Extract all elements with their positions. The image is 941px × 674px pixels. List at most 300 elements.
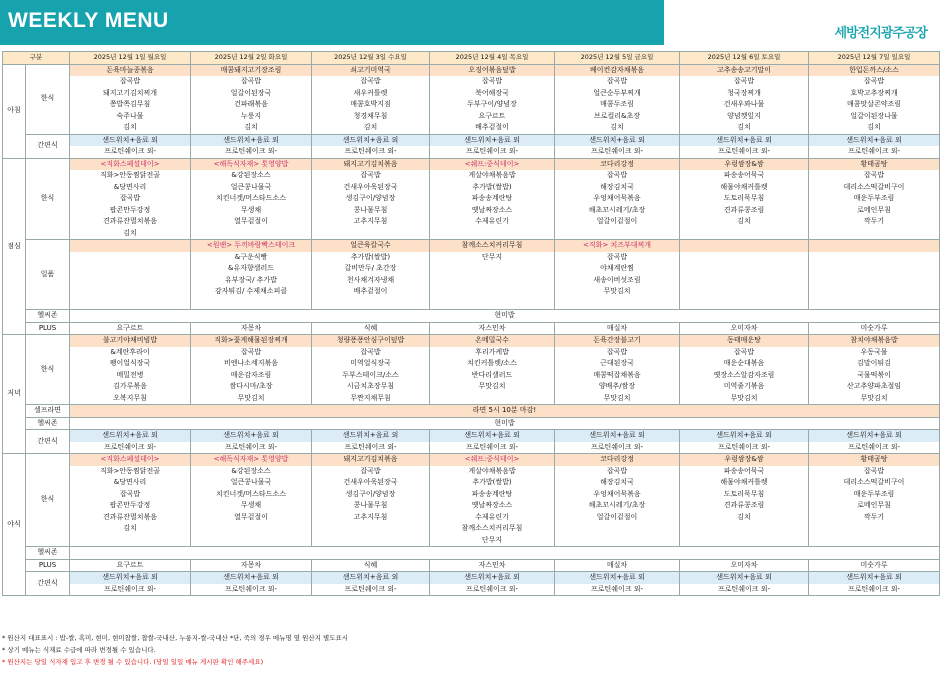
- menu-item: 우렁쌈장&쌈: [680, 159, 808, 171]
- menu-item: 우렁쌈장&쌈: [680, 454, 808, 466]
- menu-item: 호박고추장찌개: [850, 88, 898, 97]
- night-snack-cell: [312, 572, 430, 596]
- menu-item: &구운식빵: [234, 252, 268, 261]
- menu-item: 샌드위치+음료 외: [70, 572, 190, 584]
- menu-item: 팝콘만두강정: [109, 205, 151, 214]
- lunch-special-cell: [680, 240, 809, 310]
- menu-item: 로메인무침: [857, 501, 891, 509]
- ramen-notice: 라면 5시 10분 마감!: [70, 405, 940, 418]
- menu-item: [555, 523, 679, 535]
- menu-item: 해장김치국: [600, 182, 634, 191]
- menu-item: 무맛김치: [478, 382, 506, 390]
- menu-item: 프로틴쉐이크 외-: [224, 442, 278, 451]
- menu-item: 해물야채커틀렛: [720, 478, 768, 486]
- menu-item: 한입돈까스/소스: [809, 65, 939, 77]
- menu-item: [430, 298, 554, 310]
- menu-item: [430, 286, 554, 298]
- day-header: 2025년 12월 6일 토요일: [680, 52, 809, 65]
- menu-item: [430, 263, 554, 275]
- menu-item: 시금치초장무침: [346, 382, 395, 390]
- banner: [0, 0, 941, 45]
- category-label: 한식: [26, 454, 70, 547]
- dinner-korean-cell: [430, 335, 555, 405]
- menu-item: [809, 298, 939, 310]
- plus-item: 요구르트: [70, 322, 191, 335]
- night-snack-cell: [555, 572, 680, 596]
- day-header: 2025년 12월 4일 목요일: [430, 52, 555, 65]
- menu-item: 매콤맛살콘약조림: [846, 100, 902, 108]
- menu-item: 샌드위치+음료 외: [809, 430, 939, 442]
- menu-item: 잡곡밥: [119, 489, 141, 498]
- menu-item: 프로틴쉐이크 외-: [590, 147, 644, 155]
- menu-item: [809, 240, 939, 252]
- menu-item: 북어해장국: [475, 88, 509, 97]
- menu-item: [555, 535, 679, 547]
- menu-item: 파송송어묵국: [723, 171, 765, 179]
- dinner-snack-cell: [312, 430, 430, 454]
- menu-item: [430, 393, 554, 405]
- plus-item: 식혜: [312, 559, 430, 572]
- menu-item: 돈육간장불고기: [555, 335, 679, 347]
- menu-item: 미역줄기볶음: [723, 382, 765, 390]
- footnotes: [2, 632, 348, 668]
- menu-item: 치킨너겟/머스타드소스: [216, 489, 286, 498]
- plus-item: 미숫가루: [809, 322, 940, 335]
- menu-item: [430, 228, 554, 240]
- menu-item: 얼갈이된장국: [230, 88, 272, 97]
- menu-item: 프로틴쉐이크 외-: [465, 442, 519, 451]
- menu-item: 청경채무침: [353, 111, 388, 120]
- menu-item: 수제유린기: [475, 217, 509, 225]
- plus-item: 자몽차: [191, 322, 312, 335]
- menu-item: 갈비만두/ 초간장: [344, 264, 397, 272]
- menu-item: 건새우꽈나물: [723, 100, 765, 108]
- menu-item: 쌈다시마/초장: [229, 382, 273, 390]
- menu-item: 프로틴쉐이크 외-: [465, 584, 519, 593]
- menu-item: 무맛김치: [603, 393, 631, 402]
- menu-item: 잡곡밥: [733, 347, 755, 356]
- category-label: 헬씨존: [26, 310, 70, 323]
- category-label: 한식: [26, 158, 70, 240]
- plus-item: 미숫가루: [809, 559, 940, 572]
- menu-item: 잡곡밥: [606, 252, 628, 261]
- menu-item: [809, 275, 939, 287]
- menu-item: 김치: [244, 123, 258, 131]
- menu-item: 김치: [363, 123, 378, 131]
- lunch-korean-cell: [70, 158, 191, 240]
- menu-item: 두부스테이크/소스: [342, 370, 399, 379]
- menu-item: 반다리샐러드: [471, 370, 513, 379]
- menu-item: 얼갈이된장나물: [850, 111, 898, 120]
- menu-item: <해독식자재> 톳영양밥: [191, 159, 311, 171]
- menu-item: 열무겉절이: [234, 217, 268, 225]
- dinner-korean-cell: [680, 335, 809, 405]
- menu-item: 샌드위치+음료 외: [555, 135, 679, 147]
- dinner-korean-cell: [312, 335, 430, 405]
- menu-item: 무생채: [240, 501, 262, 509]
- menu-item: 해초꼬시레기/초장: [588, 205, 646, 214]
- menu-item: 잡곡밥: [733, 77, 755, 85]
- menu-item: 샌드위치+음료 외: [809, 135, 939, 147]
- menu-item: 매콤호박지짐: [350, 100, 391, 108]
- menu-item: 얼갈이겉절이: [596, 217, 638, 225]
- menu-item: 잡곡밥: [606, 171, 628, 179]
- menu-item: 매운순대볶음: [723, 359, 765, 367]
- menu-item: 매운두부조림: [853, 489, 895, 498]
- menu-item: [312, 523, 429, 535]
- plus-item: 식혜: [312, 322, 430, 335]
- menu-item: &당면사리: [113, 478, 147, 486]
- menu-item: 추가밥(쌀밥): [472, 182, 512, 191]
- menu-item: 메밀전병: [116, 370, 144, 379]
- menu-item: [70, 275, 190, 287]
- menu-item: 잡곡밥: [360, 466, 381, 475]
- menu-item: 잡곡밥: [360, 171, 381, 179]
- plus-item: 매실차: [555, 559, 680, 572]
- menu-item: <직화스페셜데이>: [70, 454, 190, 466]
- plus-item: 자스민차: [430, 559, 555, 572]
- menu-item: [191, 535, 311, 547]
- menu-item: 잡곡밥: [863, 77, 885, 85]
- menu-item: 무짠지채무침: [350, 393, 391, 402]
- menu-item: 샌드위치+음료 외: [555, 572, 679, 584]
- menu-item: 김말이튀김: [857, 359, 891, 367]
- menu-item: 돼지고기김치볶음: [312, 159, 429, 171]
- menu-item: [809, 523, 939, 535]
- menu-item: 도토리묵무침: [723, 194, 765, 202]
- menu-item: 파송송계란탕: [471, 489, 513, 498]
- category-label: PLUS: [26, 559, 70, 572]
- night-korean-cell: [191, 454, 312, 547]
- menu-item: 김치: [867, 123, 881, 131]
- menu-item: 깍두기: [863, 512, 885, 521]
- menu-item: 김가루볶음: [113, 382, 147, 390]
- menu-item: 쇠고기미역국: [312, 65, 429, 77]
- menu-item: 샌드위치+음료 외: [191, 430, 311, 442]
- menu-item: 미역얼식장국: [350, 359, 391, 367]
- menu-item: 배추겉절이: [353, 287, 388, 295]
- menu-item: 건파래볶음: [234, 100, 268, 108]
- menu-item: 잡곡밥: [119, 77, 141, 85]
- dinner-snack-cell: [809, 430, 940, 454]
- menu-item: 두부구이/양념장: [467, 100, 517, 108]
- menu-item: &계란후라이: [110, 347, 150, 356]
- lunch-korean-cell: [191, 158, 312, 240]
- meal-label: 아침: [3, 64, 26, 158]
- menu-item: 고추송송고기말이: [680, 65, 808, 77]
- menu-item: 참치야채볶음밥: [809, 335, 939, 347]
- dinner-snack-cell: [680, 430, 809, 454]
- menu-item: [809, 252, 939, 264]
- menu-item: 프로틴쉐이크 외-: [103, 442, 157, 451]
- menu-item: 프로틴쉐이크 외-: [103, 147, 157, 155]
- breakfast-korean-cell: [312, 64, 430, 134]
- dinner-snack-cell: [70, 430, 191, 454]
- dinner-korean-cell: [555, 335, 680, 405]
- menu-item: 양배추/쌈장: [598, 382, 636, 390]
- menu-item: [680, 263, 808, 275]
- plus-item: 자스민차: [430, 322, 555, 335]
- breakfast-korean-cell: [191, 64, 312, 134]
- menu-item: 콩나물무침: [353, 205, 388, 214]
- menu-item: 단무지: [481, 535, 503, 544]
- menu-item: 생김구이/양념장: [345, 489, 396, 498]
- menu-item: 프로틴쉐이크 외-: [847, 442, 901, 451]
- dinner-healthy-cell: 현미밥: [70, 417, 940, 430]
- night-korean-cell: [70, 454, 191, 547]
- menu-item: [680, 523, 808, 535]
- menu-item: 감자튀김/ 수제채소피클: [214, 287, 288, 295]
- menu-item: 우엉채어묵볶음: [593, 194, 641, 202]
- breakfast-snack-cell: [809, 134, 940, 158]
- meal-label: 저녁: [3, 335, 26, 454]
- breakfast-snack-cell: [70, 134, 191, 158]
- category-label: 간편식: [26, 430, 70, 454]
- menu-item: 황태곰탕: [809, 454, 939, 466]
- menu-item: 샌드위치+음료 외: [70, 135, 190, 147]
- lunch-korean-cell: [312, 158, 430, 240]
- menu-item: 직화>안동찜닭전골: [100, 171, 160, 179]
- menu-item: 야채계란찜: [600, 264, 634, 272]
- note-origin-change: * 원산지는 당일 식자재 입고 후 변경 될 수 있습니다. (당일 일일 메뉴 게시판 확인 해주세요): [2, 658, 264, 666]
- menu-item: 잡곡밥: [606, 347, 628, 356]
- category-label: 헬씨존: [26, 547, 70, 560]
- menu-item: 파송송계란탕: [471, 194, 513, 202]
- menu-item: 참깨소스치커리무침: [461, 524, 523, 532]
- menu-item: 청량퐁퐁안심구이덮밥: [312, 335, 429, 347]
- note-change: * 상기 메뉴는 식재료 수급에 따라 변경될 수 있습니다.: [2, 646, 156, 654]
- menu-item: 프로틴쉐이크 외-: [344, 584, 397, 593]
- menu-item: 견과류콩조림: [723, 501, 765, 509]
- menu-item: 프로틴쉐이크 외-: [847, 147, 901, 155]
- day-header: 2025년 12월 7일 일요일: [809, 52, 940, 65]
- menu-item: 잡곡밥: [863, 466, 885, 475]
- menu-item: 팝콘만두강정: [109, 501, 151, 509]
- menu-item: 쫑밥쪽김무침: [109, 100, 151, 108]
- menu-item: 견과류콩조림: [723, 205, 765, 214]
- menu-item: [809, 228, 939, 240]
- menu-item: 누룽지: [240, 111, 262, 120]
- breakfast-snack-cell: [312, 134, 430, 158]
- dinner-snack-cell: [430, 430, 555, 454]
- menu-item: 김치: [737, 123, 751, 131]
- menu-item: <쉐프:중식데이>: [430, 454, 554, 466]
- lunch-korean-cell: [430, 158, 555, 240]
- category-label: 셀프라면: [26, 405, 70, 418]
- dinner-snack-cell: [555, 430, 680, 454]
- menu-item: [312, 535, 429, 547]
- menu-item: [555, 298, 679, 310]
- menu-item: 깍두기: [863, 217, 885, 225]
- menu-item: 김치: [737, 512, 751, 521]
- menu-item: 오복지무침: [113, 393, 147, 402]
- breakfast-korean-cell: [70, 64, 191, 134]
- menu-item: 프로틴쉐이크 외-: [847, 584, 901, 593]
- breakfast-snack-cell: [680, 134, 809, 158]
- menu-item: [680, 228, 808, 240]
- lunch-special-cell: [191, 240, 312, 310]
- menu-item: 게살야채볶음밥: [468, 466, 516, 475]
- menu-item: 샌드위치+음료 외: [430, 135, 554, 147]
- menu-item: 추가밥(쌀밥): [472, 478, 512, 486]
- menu-item: 잡곡밥: [606, 466, 628, 475]
- category-label: 한식: [26, 64, 70, 134]
- night-healthy-cell: [70, 547, 940, 560]
- menu-item: 데리소스떡갈비구이: [843, 182, 905, 191]
- breakfast-snack-cell: [191, 134, 312, 158]
- menu-item: <쉐프:중식데이>: [430, 159, 554, 171]
- menu-item: [70, 263, 190, 275]
- night-korean-cell: [312, 454, 430, 547]
- menu-item: 청국장찌개: [727, 88, 761, 97]
- menu-item: <직화스페셜데이>: [70, 159, 190, 171]
- category-label: 헬씨존: [26, 417, 70, 430]
- menu-item: 옛날짜장소스: [471, 205, 513, 214]
- lunch-korean-cell: [809, 158, 940, 240]
- menu-item: 김치: [123, 123, 137, 131]
- menu-item: 천사채겨자냉채: [346, 275, 395, 284]
- plus-item: 오미자차: [680, 322, 809, 335]
- breakfast-snack-cell: [555, 134, 680, 158]
- menu-item: 새송이버섯조림: [593, 275, 641, 284]
- menu-item: 숙주나물: [116, 111, 144, 120]
- menu-item: 매운감자조림: [230, 370, 272, 379]
- day-header: 2025년 12월 5일 금요일: [555, 52, 680, 65]
- plus-item: 오미자차: [680, 559, 809, 572]
- menu-item: 우엉채어묵볶음: [593, 489, 641, 498]
- menu-item: [430, 275, 554, 287]
- menu-item: &유자향샐러드: [227, 264, 275, 272]
- menu-item: 건새우아욱된장국: [343, 478, 398, 486]
- menu-item: 생김구이/양념장: [345, 194, 396, 202]
- menu-item: 양념깻잎지: [727, 111, 761, 120]
- menu-item: &당면사리: [113, 182, 147, 191]
- menu-item: [555, 228, 679, 240]
- menu-item: 매운두부조림: [853, 194, 895, 202]
- menu-item: 옛장소스알감자조림: [713, 370, 775, 379]
- menu-item: 유부장국/ 추가밥: [225, 275, 277, 284]
- menu-item: 프로틴쉐이크 외-: [717, 147, 771, 155]
- menu-item: 무생채: [240, 205, 262, 214]
- menu-item: 게살야채볶음밥: [468, 171, 516, 179]
- menu-item: [809, 286, 939, 298]
- menu-item: 샌드위치+음료 외: [312, 135, 429, 147]
- menu-item: 김치: [737, 217, 751, 225]
- menu-item: [312, 228, 429, 240]
- menu-item: 새우커틀렛: [353, 88, 388, 97]
- menu-item: 프로틴쉐이크 외-: [224, 147, 278, 155]
- night-korean-cell: [680, 454, 809, 547]
- menu-item: 돼지고기김치찌개: [102, 88, 158, 97]
- plus-item: 요구르트: [70, 559, 191, 572]
- menu-item: 열무겉절이: [234, 512, 268, 521]
- lunch-healthy-cell: 현미밥: [70, 310, 940, 323]
- lunch-special-cell: [555, 240, 680, 310]
- menu-item: 비엔나소세지볶음: [223, 359, 279, 367]
- menu-item: 후리가케밥: [475, 347, 509, 356]
- menu-item: &강된장소스: [231, 466, 271, 475]
- menu-item: 매콤두조림: [600, 100, 634, 108]
- menu-item: 국물떡볶이: [857, 370, 891, 379]
- day-header: 2025년 12월 1일 월요일: [70, 52, 191, 65]
- menu-item: 치킨너겟/머스타드소스: [216, 194, 286, 202]
- menu-item: 무맛김치: [237, 393, 265, 402]
- menu-item: 매콤떡잡채볶음: [593, 370, 641, 379]
- menu-item: 불고기야채비빔밥: [70, 335, 190, 347]
- menu-item: 얼큰콩나물국: [230, 182, 272, 191]
- menu-item: [70, 252, 190, 264]
- meal-label: 야식: [3, 454, 26, 596]
- menu-item: 잡곡밥: [606, 77, 628, 85]
- breakfast-korean-cell: [430, 64, 555, 134]
- lunch-special-cell: [70, 240, 191, 310]
- brand-logo-text: 세방전지광주공장: [834, 26, 927, 41]
- menu-item: 해장김치국: [600, 478, 634, 486]
- menu-item: 해물야채커틀렛: [720, 182, 768, 191]
- menu-item: [809, 535, 939, 547]
- lunch-special-cell: [809, 240, 940, 310]
- menu-item: [191, 523, 311, 535]
- category-label: 간편식: [26, 134, 70, 158]
- menu-item: [809, 263, 939, 275]
- menu-item: 치킨커틀렛/소스: [467, 359, 517, 367]
- menu-item: 수제유린기: [475, 512, 509, 521]
- menu-item: 코다리강정: [555, 159, 679, 171]
- menu-item: 매콤돼지고기장조림: [191, 65, 311, 77]
- menu-item: 추가밥(쌀밥): [350, 252, 391, 261]
- breakfast-korean-cell: [555, 64, 680, 134]
- menu-item: 베이컨감자채볶음: [555, 65, 679, 77]
- breakfast-korean-cell: [680, 64, 809, 134]
- plus-item: 매실차: [555, 322, 680, 335]
- menu-item: 직화>안동찜닭전골: [100, 466, 160, 475]
- menu-item: 배추겉절이: [475, 123, 509, 131]
- menu-item: 얼큰순두부찌개: [593, 88, 641, 97]
- dinner-snack-cell: [191, 430, 312, 454]
- menu-item: [680, 286, 808, 298]
- night-snack-cell: [70, 572, 191, 596]
- menu-item: 샌드위치+음료 외: [430, 572, 554, 584]
- menu-item: 오징어볶음덮밥: [430, 65, 554, 77]
- note-origin: * 원산지 대표표시 : 밥-쌀, 흑미, 현미, 현미찹쌀, 찹쌀-국내산, 누룽지-쌀-국내산 *단, 죽의 경우 메뉴명 옆 원산지 별도표시: [2, 634, 349, 642]
- menu-item: 참깨소스치커리무침: [430, 240, 554, 252]
- menu-item: 잡곡밥: [240, 77, 262, 85]
- night-korean-cell: [555, 454, 680, 547]
- menu-item: 데리소스떡갈비구이: [843, 478, 905, 486]
- category-label: 간편식: [26, 572, 70, 596]
- lunch-special-cell: [430, 240, 555, 310]
- menu-item: 코다리강정: [555, 454, 679, 466]
- menu-item: [680, 298, 808, 310]
- menu-item: [680, 275, 808, 287]
- menu-item: 잡곡밥: [481, 77, 503, 85]
- menu-item: 샌드위치+음료 외: [191, 135, 311, 147]
- header-corner: 구분: [3, 52, 70, 65]
- menu-item: 무맛김치: [730, 393, 758, 402]
- menu-item: [191, 298, 311, 310]
- menu-item: 프로틴쉐이크 외-: [465, 147, 519, 155]
- menu-item: 산고추양파초절임: [846, 382, 902, 390]
- menu-item: 돈육마늘종볶음: [70, 65, 190, 77]
- menu-item: 돼지고기김치볶음: [312, 454, 429, 466]
- menu-item: [70, 298, 190, 310]
- menu-item: 김치: [123, 228, 137, 237]
- menu-item: [70, 240, 190, 252]
- menu-item: [191, 228, 311, 240]
- plus-item: 자몽차: [191, 559, 312, 572]
- menu-item: 프로틴쉐이크 외-: [344, 442, 397, 451]
- menu-item: 근대된장국: [600, 359, 634, 367]
